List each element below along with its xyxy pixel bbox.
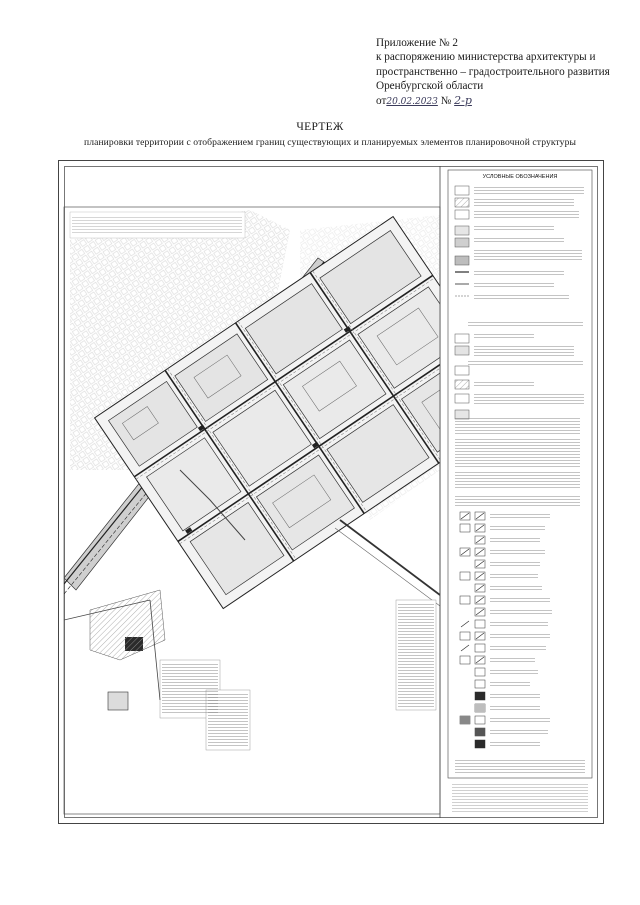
legend-notes <box>455 760 585 774</box>
order-number: 2-р <box>454 93 472 107</box>
ministry-name: пространственно – градостроительного развития <box>376 65 610 78</box>
number-prefix: № <box>440 94 452 107</box>
map-inline-table <box>160 660 250 750</box>
hatched-area-sw <box>90 590 165 660</box>
east-road <box>340 520 440 595</box>
order-date: 20.02.2023 <box>386 96 438 107</box>
east-road-edge <box>335 528 440 606</box>
region-name: Оренбургской области <box>376 80 484 93</box>
sheet-notes <box>448 782 592 814</box>
map-side-table <box>396 600 436 710</box>
appendix-to-order: к распоряжению министерства архитектуры и <box>376 51 596 64</box>
drawing-title: ЧЕРТЕЖ <box>296 121 344 133</box>
appendix-number: Приложение № 2 <box>376 37 458 49</box>
legend-heading: УСЛОВНЫЕ ОБОЗНАЧЕНИЯ <box>482 174 558 180</box>
drawing-subtitle: планировки территории с отображением границ существующих и планируемых элементов планировочной структуры <box>83 137 577 148</box>
date-prefix: от <box>376 94 387 107</box>
legend-panel <box>448 170 592 778</box>
building-sw <box>108 692 128 710</box>
